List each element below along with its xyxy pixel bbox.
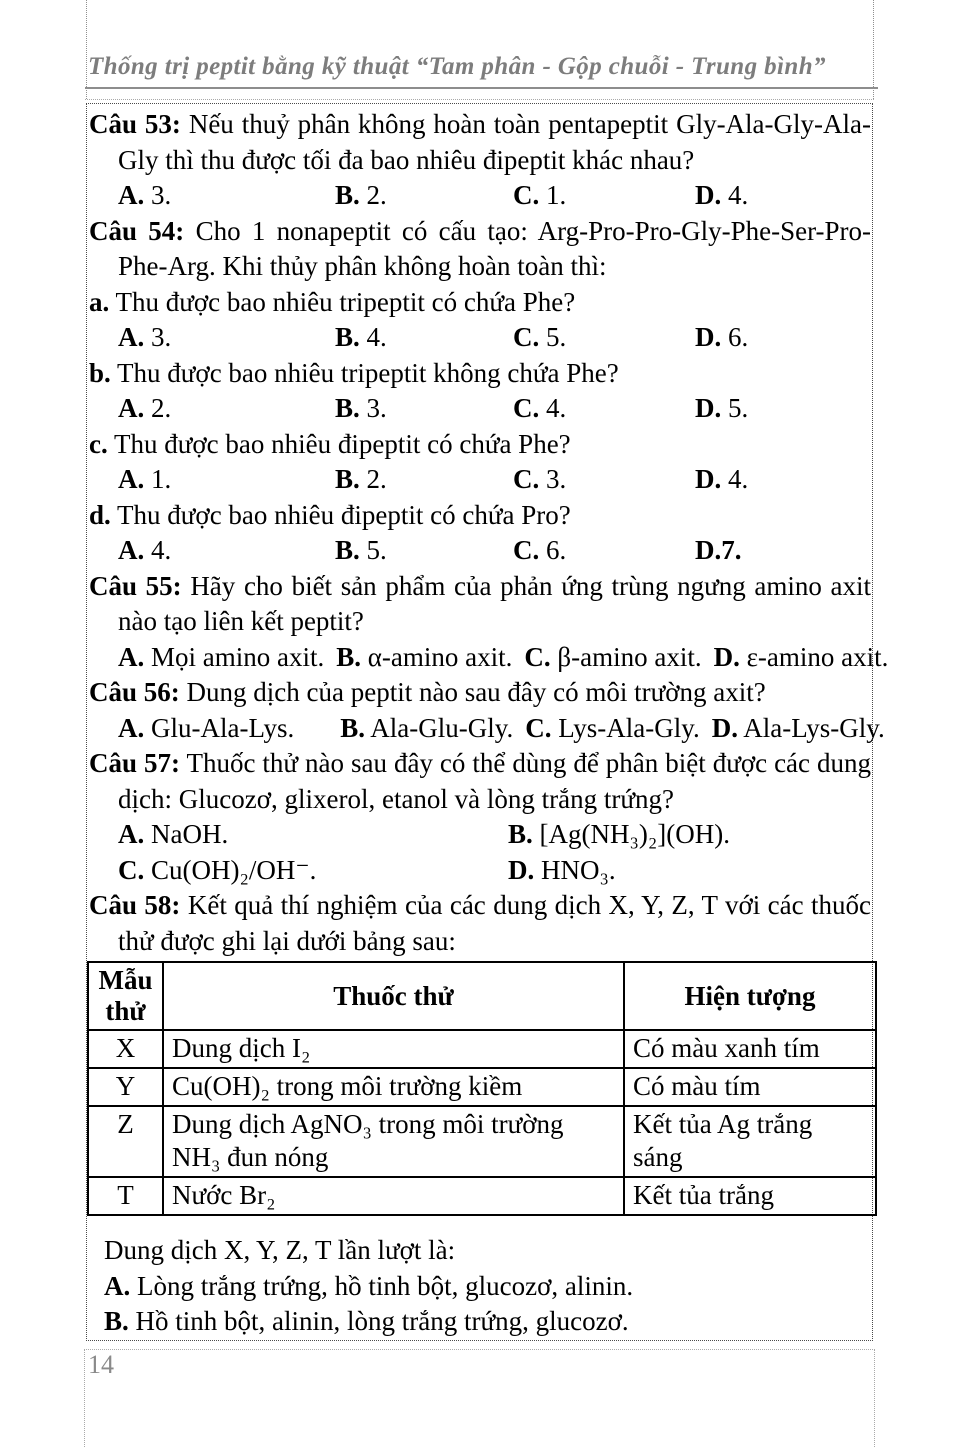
option-b: [335, 391, 513, 427]
reagent-cell: Dung dịch AgNO₃ trong môi trường NH₃ đun nóng: [163, 1106, 624, 1177]
question-text: Dung dịch của peptit nào sau đây có môi trường axit?: [186, 677, 766, 707]
result-cell: Có màu xanh tím: [624, 1030, 876, 1068]
table-row-x: [88, 1030, 876, 1068]
header-underline: [85, 87, 878, 89]
option-key: D.: [711, 712, 738, 743]
option-key: A.: [104, 1270, 131, 1301]
option-value: Lòng trắng trứng, hồ tinh bột, glucozơ, alinin.: [137, 1270, 634, 1301]
boundary-line: [85, 99, 874, 100]
question-54a-options: [89, 320, 871, 356]
option-b: [335, 462, 513, 498]
option-value: 1.: [546, 180, 567, 210]
option-value: 2.: [366, 464, 387, 494]
question-54c: [89, 427, 871, 463]
option-value: 4.: [366, 322, 387, 352]
option-key: B.: [340, 712, 365, 743]
sub-question-label: d.: [89, 499, 111, 530]
reagent-cell: Nước Br₂: [163, 1177, 624, 1215]
content-area: [86, 103, 889, 1341]
option-b: [89, 1304, 871, 1340]
question-53-options: [89, 178, 871, 214]
sub-question-text: Thu được bao nhiêu đipeptit có chứa Pro?: [117, 499, 571, 530]
option-key: B.: [335, 393, 360, 423]
option-key: C.: [513, 535, 540, 565]
boundary-line: [86, 0, 87, 99]
option-key: B.: [335, 180, 360, 210]
result-cell: Kết tủa trắng: [624, 1177, 876, 1215]
question-55-options: [89, 640, 889, 676]
question-58: [89, 888, 871, 959]
option-d: [695, 178, 871, 214]
sample-cell: Y: [88, 1068, 163, 1106]
question-label: Câu 58:: [89, 890, 181, 920]
option-value: 3.: [366, 393, 387, 423]
column-header-result: Hiện tượng: [624, 962, 876, 1030]
option-c: [513, 391, 695, 427]
option-value: β-amino axit.: [557, 641, 702, 672]
option-key: D.: [695, 180, 722, 210]
question-56-options: [89, 711, 885, 747]
result-cell: Có màu tím: [624, 1068, 876, 1106]
reagent-cell: Cu(OH)₂ trong môi trường kiềm: [163, 1068, 624, 1106]
option-key: A.: [118, 464, 145, 494]
question-54: [89, 214, 871, 285]
option-key: A.: [118, 535, 145, 565]
option-a: [118, 462, 335, 498]
question-54a: [89, 285, 871, 321]
option-a: [118, 817, 508, 853]
option-d: [712, 711, 885, 747]
option-c: [513, 533, 695, 569]
sub-question-label: a.: [89, 286, 110, 317]
question-54d-options: [89, 533, 871, 569]
option-key: D.: [695, 393, 722, 423]
question-label: Câu 55:: [89, 570, 182, 601]
option-value: 5.: [366, 535, 387, 565]
table-row-t: [88, 1177, 876, 1215]
option-value: 2.: [366, 180, 387, 210]
option-key: C.: [524, 641, 551, 672]
option-key: B.: [335, 464, 360, 494]
question-53: [89, 107, 871, 178]
option-value: Cu(OH)₂/OH⁻.: [151, 854, 317, 885]
question-text: Thuốc thử nào sau đây có thể dùng để phân biệt được các dung dịch: Glucozơ, glixerol, etanol và lòng trắng trứng?: [118, 748, 872, 814]
option-b: [340, 711, 513, 747]
option-key: D.: [695, 464, 722, 494]
option-value: 1.: [151, 464, 172, 494]
boundary-line: [873, 0, 874, 99]
option-value: Hồ tinh bột, alinin, lòng trắng trứng, glucozơ.: [135, 1306, 629, 1336]
question-label: Câu 54:: [89, 215, 185, 246]
question-label: Câu 56:: [89, 677, 180, 707]
sample-cell: Z: [88, 1106, 163, 1177]
page-footer: [84, 1349, 875, 1447]
question-54b-options: [89, 391, 871, 427]
sub-question-text: Thu được bao nhiêu đipeptit có chứa Phe?: [114, 428, 571, 459]
sub-question-label: b.: [89, 357, 111, 388]
option-a: [118, 533, 335, 569]
option-d: [695, 533, 871, 569]
option-value: 3.: [546, 464, 567, 494]
option-key: A.: [118, 819, 145, 849]
option-d: [714, 640, 889, 676]
option-value: [Ag(NH₃)₂](OH).: [539, 819, 731, 849]
option-key: B.: [104, 1306, 129, 1336]
option-value: Ala-Glu-Gly.: [370, 712, 514, 743]
page-number: 14: [88, 1350, 114, 1379]
option-value: 6.: [546, 535, 567, 565]
option-value: Lys-Ala-Gly.: [558, 712, 700, 743]
option-value: 4.: [728, 180, 749, 210]
option-value: 2.: [151, 393, 172, 423]
option-key: B.: [508, 819, 533, 849]
option-key: D.: [695, 322, 722, 352]
option-value: 5.: [728, 393, 749, 423]
option-key: A.: [118, 180, 145, 210]
option-key: C.: [118, 854, 145, 885]
option-key: D.: [713, 641, 740, 672]
option-c: [118, 853, 508, 889]
question-57-options-row2: [89, 853, 871, 889]
option-value: 3.: [151, 322, 172, 352]
option-d: [695, 462, 871, 498]
option-a: [89, 1269, 871, 1305]
option-a: [118, 320, 335, 356]
option-value: α-amino axit.: [367, 641, 513, 672]
question-54c-options: [89, 462, 871, 498]
sub-question-label: c.: [89, 428, 108, 459]
option-a: [118, 391, 335, 427]
column-header-reagent: Thuốc thử: [163, 962, 624, 1030]
option-c: [513, 320, 695, 356]
option-a: [118, 711, 294, 747]
option-c: [525, 711, 699, 747]
option-d: [695, 391, 871, 427]
option-b: [336, 640, 512, 676]
option-value: 4.: [728, 464, 749, 494]
option-key: B.: [335, 535, 360, 565]
option-b: [335, 533, 513, 569]
option-c: [513, 462, 695, 498]
question-58-closing: Dung dịch X, Y, Z, T lần lượt là:: [104, 1235, 456, 1265]
question-57: [89, 746, 871, 817]
option-d: [695, 320, 871, 356]
sample-cell: X: [88, 1030, 163, 1068]
option-key: C.: [513, 464, 540, 494]
question-54d: [89, 498, 871, 534]
option-value: 5.: [546, 322, 567, 352]
option-key: C.: [513, 393, 540, 423]
option-key: B.: [336, 641, 361, 672]
header-title: Thống trị peptit bằng kỹ thuật “Tam phân - Gộp chuỗi - Trung bình”: [88, 53, 826, 80]
table-row-y: [88, 1068, 876, 1106]
question-label: Câu 57:: [89, 748, 180, 778]
question-text: Nếu thuỷ phân không hoàn toàn pentapeptit Gly-Ala-Gly-Ala-Gly thì thu được tối đa bao nhiêu đipeptit khác nhau?: [118, 109, 871, 175]
column-header-sample: Mẫu thử: [88, 962, 163, 1030]
question-54b: [89, 356, 871, 392]
option-key: D.7.: [695, 535, 742, 565]
option-a: [118, 178, 335, 214]
option-value: HNO₃.: [541, 854, 616, 885]
option-c: [513, 178, 695, 214]
option-key: A.: [118, 641, 145, 672]
option-key: A.: [118, 712, 145, 743]
option-c: [524, 640, 701, 676]
question-57-options-row1: [89, 817, 871, 853]
option-value: 4.: [151, 535, 172, 565]
sample-cell: T: [88, 1177, 163, 1215]
sub-question-text: Thu được bao nhiêu tripeptit không chứa Phe?: [117, 357, 619, 388]
option-b: [335, 178, 513, 214]
option-key: C.: [513, 322, 540, 352]
question-label: Câu 53:: [89, 109, 181, 139]
option-b: [508, 817, 871, 853]
option-value: 3.: [151, 180, 172, 210]
option-value: 4.: [546, 393, 567, 423]
reagent-cell: Dung dịch I₂: [163, 1030, 624, 1068]
option-key: C.: [525, 712, 552, 743]
option-key: C.: [513, 180, 540, 210]
option-value: ε-amino axit.: [746, 641, 889, 672]
option-a: [118, 640, 324, 676]
option-value: Ala-Lys-Gly.: [743, 712, 885, 743]
table-row-z: [88, 1106, 876, 1177]
question-text: Kết quả thí nghiệm của các dung dịch X, Y, Z, T với các thuốc thử được ghi lại dưới bảng sau:: [118, 890, 871, 956]
option-d: [508, 853, 871, 889]
question-text: Hãy cho biết sản phẩm của phản ứng trùng ngưng amino axit nào tạo liên kết peptit?: [118, 570, 872, 636]
option-key: B.: [335, 322, 360, 352]
results-table: [87, 961, 877, 1216]
option-value: Mọi amino axit.: [151, 641, 325, 672]
question-text: Cho 1 nonapeptit có cấu tạo: Arg-Pro-Pro-Gly-Phe-Ser-Pro-Phe-Arg. Khi thủy phân không hoàn toàn thì:: [118, 215, 872, 281]
table-header-row: [88, 962, 876, 1030]
option-key: A.: [118, 393, 145, 423]
sub-question-text: Thu được bao nhiêu tripeptit có chứa Phe?: [115, 286, 576, 317]
question-56: [89, 675, 871, 711]
option-value: Glu-Ala-Lys.: [151, 712, 295, 743]
option-key: A.: [118, 322, 145, 352]
option-key: D.: [508, 854, 535, 885]
option-value: 6.: [728, 322, 749, 352]
question-55: [89, 569, 871, 640]
result-cell: Kết tủa Ag trắng sáng: [624, 1106, 876, 1177]
option-value: NaOH.: [151, 819, 229, 849]
option-b: [335, 320, 513, 356]
